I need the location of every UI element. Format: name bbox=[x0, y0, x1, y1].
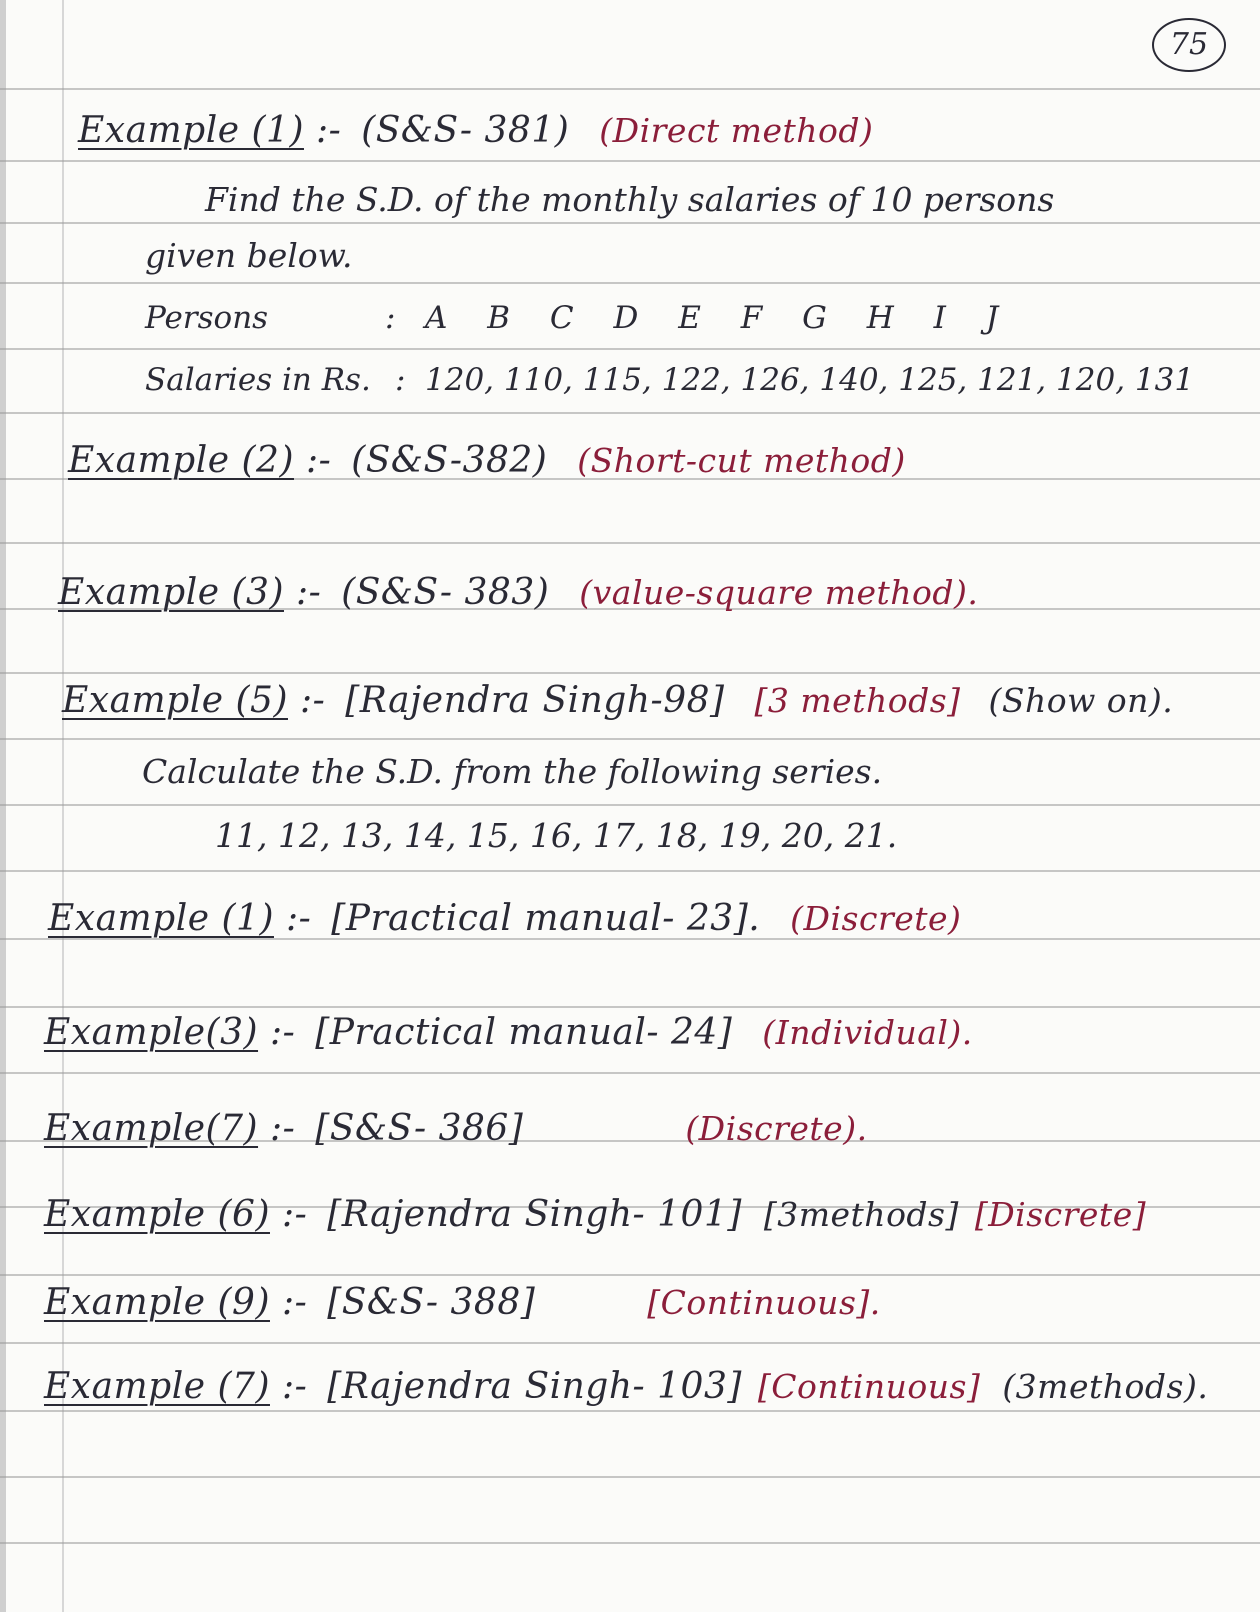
separator: :- bbox=[270, 1012, 296, 1053]
method-note: (Short-cut method) bbox=[577, 441, 906, 480]
page-edge bbox=[0, 0, 6, 1612]
separator: :- bbox=[285, 898, 312, 939]
reference: (S&S-382) bbox=[351, 440, 548, 481]
example-rs7-heading bbox=[44, 1366, 1208, 1407]
reference: (S&S- 381) bbox=[361, 110, 570, 151]
example-label: Example(3) bbox=[44, 1012, 259, 1053]
reference: [S&S- 388] bbox=[327, 1282, 536, 1323]
example-3-heading bbox=[58, 572, 978, 613]
type-note: (Discrete). bbox=[685, 1109, 868, 1148]
example-label: Example (3) bbox=[58, 572, 284, 613]
example-label: Example (5) bbox=[62, 680, 288, 721]
reference: (S&S- 383) bbox=[341, 572, 550, 613]
ruled-line bbox=[0, 282, 1260, 284]
separator: :- bbox=[281, 1194, 308, 1235]
example-pm3-heading bbox=[44, 1012, 973, 1053]
ruled-line bbox=[0, 1072, 1260, 1074]
salaries-row bbox=[145, 362, 1194, 398]
persons-label: Persons bbox=[145, 300, 269, 336]
ruled-line bbox=[0, 870, 1260, 872]
example-label: Example (1) bbox=[78, 110, 304, 151]
separator: :- bbox=[295, 572, 322, 613]
separator: :- bbox=[299, 680, 326, 721]
example-1-heading bbox=[78, 110, 873, 151]
example-ss7-heading bbox=[44, 1108, 868, 1149]
person-item: D bbox=[613, 300, 639, 336]
example-pm1-heading bbox=[48, 898, 961, 939]
separator: :- bbox=[281, 1282, 308, 1323]
reference: [S&S- 386] bbox=[315, 1108, 524, 1149]
example-ss9-heading bbox=[44, 1282, 881, 1323]
person-item: C bbox=[549, 300, 574, 336]
person-item: E bbox=[678, 300, 701, 336]
example-label: Example (2) bbox=[68, 440, 294, 481]
ruled-line bbox=[0, 412, 1260, 414]
method-note: (value-square method). bbox=[579, 573, 979, 612]
separator: :- bbox=[315, 110, 342, 151]
type-note: [Continuous] bbox=[757, 1367, 981, 1406]
person-item: J bbox=[985, 300, 999, 336]
type-note: (Discrete) bbox=[790, 899, 962, 938]
method-note: (Direct method) bbox=[599, 111, 874, 150]
ruled-line bbox=[0, 1476, 1260, 1478]
example-label: Example (6) bbox=[44, 1194, 270, 1235]
type-note: (Individual). bbox=[762, 1013, 973, 1052]
person-item: G bbox=[802, 300, 827, 336]
page-number: 75 bbox=[1152, 18, 1226, 72]
reference: [Rajendra Singh-98] bbox=[345, 680, 725, 721]
separator: :- bbox=[305, 440, 332, 481]
person-item: H bbox=[866, 300, 894, 336]
persons-row bbox=[145, 300, 1028, 336]
ruled-line bbox=[0, 1410, 1260, 1412]
ruled-line bbox=[0, 222, 1260, 224]
ruled-line bbox=[0, 1342, 1260, 1344]
example-2-heading bbox=[68, 440, 906, 481]
person-item: I bbox=[933, 300, 946, 336]
example-label: Example (7) bbox=[44, 1366, 270, 1407]
salaries-label: Salaries in Rs. bbox=[145, 362, 371, 398]
example-5-question: Calculate the S.D. from the following series. bbox=[142, 752, 883, 791]
separator: :- bbox=[270, 1108, 296, 1149]
separator: :- bbox=[281, 1366, 308, 1407]
colon: : bbox=[395, 362, 406, 398]
reference: [Rajendra Singh- 103] bbox=[327, 1366, 742, 1407]
type-note: [Continuous]. bbox=[647, 1283, 881, 1322]
ruled-line bbox=[0, 1006, 1260, 1008]
ruled-line bbox=[0, 672, 1260, 674]
ruled-line bbox=[0, 1274, 1260, 1276]
ruled-line bbox=[0, 348, 1260, 350]
ruled-line bbox=[0, 88, 1260, 90]
ruled-line bbox=[0, 1542, 1260, 1544]
person-item: B bbox=[487, 300, 511, 336]
reference: [Practical manual- 23]. bbox=[331, 898, 761, 939]
example-rs6-heading bbox=[44, 1194, 1146, 1235]
example-1-question-line2: given below. bbox=[145, 236, 353, 275]
example-label: Example (9) bbox=[44, 1282, 270, 1323]
example-5-series: 11, 12, 13, 14, 15, 16, 17, 18, 19, 20, 21. bbox=[215, 816, 898, 855]
salaries-values: 120, 110, 115, 122, 126, 140, 125, 121, 120, 131 bbox=[425, 362, 1195, 398]
methods-note: (3methods). bbox=[1002, 1367, 1209, 1406]
example-1-question-line1: Find the S.D. of the monthly salaries of 10 persons bbox=[205, 180, 1055, 219]
example-label: Example(7) bbox=[44, 1108, 259, 1149]
reference: [Rajendra Singh- 101] bbox=[327, 1194, 742, 1235]
ruled-line bbox=[0, 542, 1260, 544]
person-item: F bbox=[740, 300, 763, 336]
methods-note: [3methods] bbox=[763, 1195, 959, 1234]
colon: : bbox=[385, 300, 396, 336]
reference: [Practical manual- 24] bbox=[315, 1012, 733, 1053]
example-5-heading bbox=[62, 680, 1173, 721]
show-note: (Show on). bbox=[988, 681, 1174, 720]
ruled-line bbox=[0, 738, 1260, 740]
type-note: [Discrete] bbox=[974, 1195, 1147, 1234]
person-item: A bbox=[425, 300, 448, 336]
persons-list bbox=[425, 300, 1028, 336]
ruled-line bbox=[0, 160, 1260, 162]
example-label: Example (1) bbox=[48, 898, 274, 939]
methods-note: [3 methods] bbox=[754, 681, 961, 720]
ruled-line bbox=[0, 804, 1260, 806]
